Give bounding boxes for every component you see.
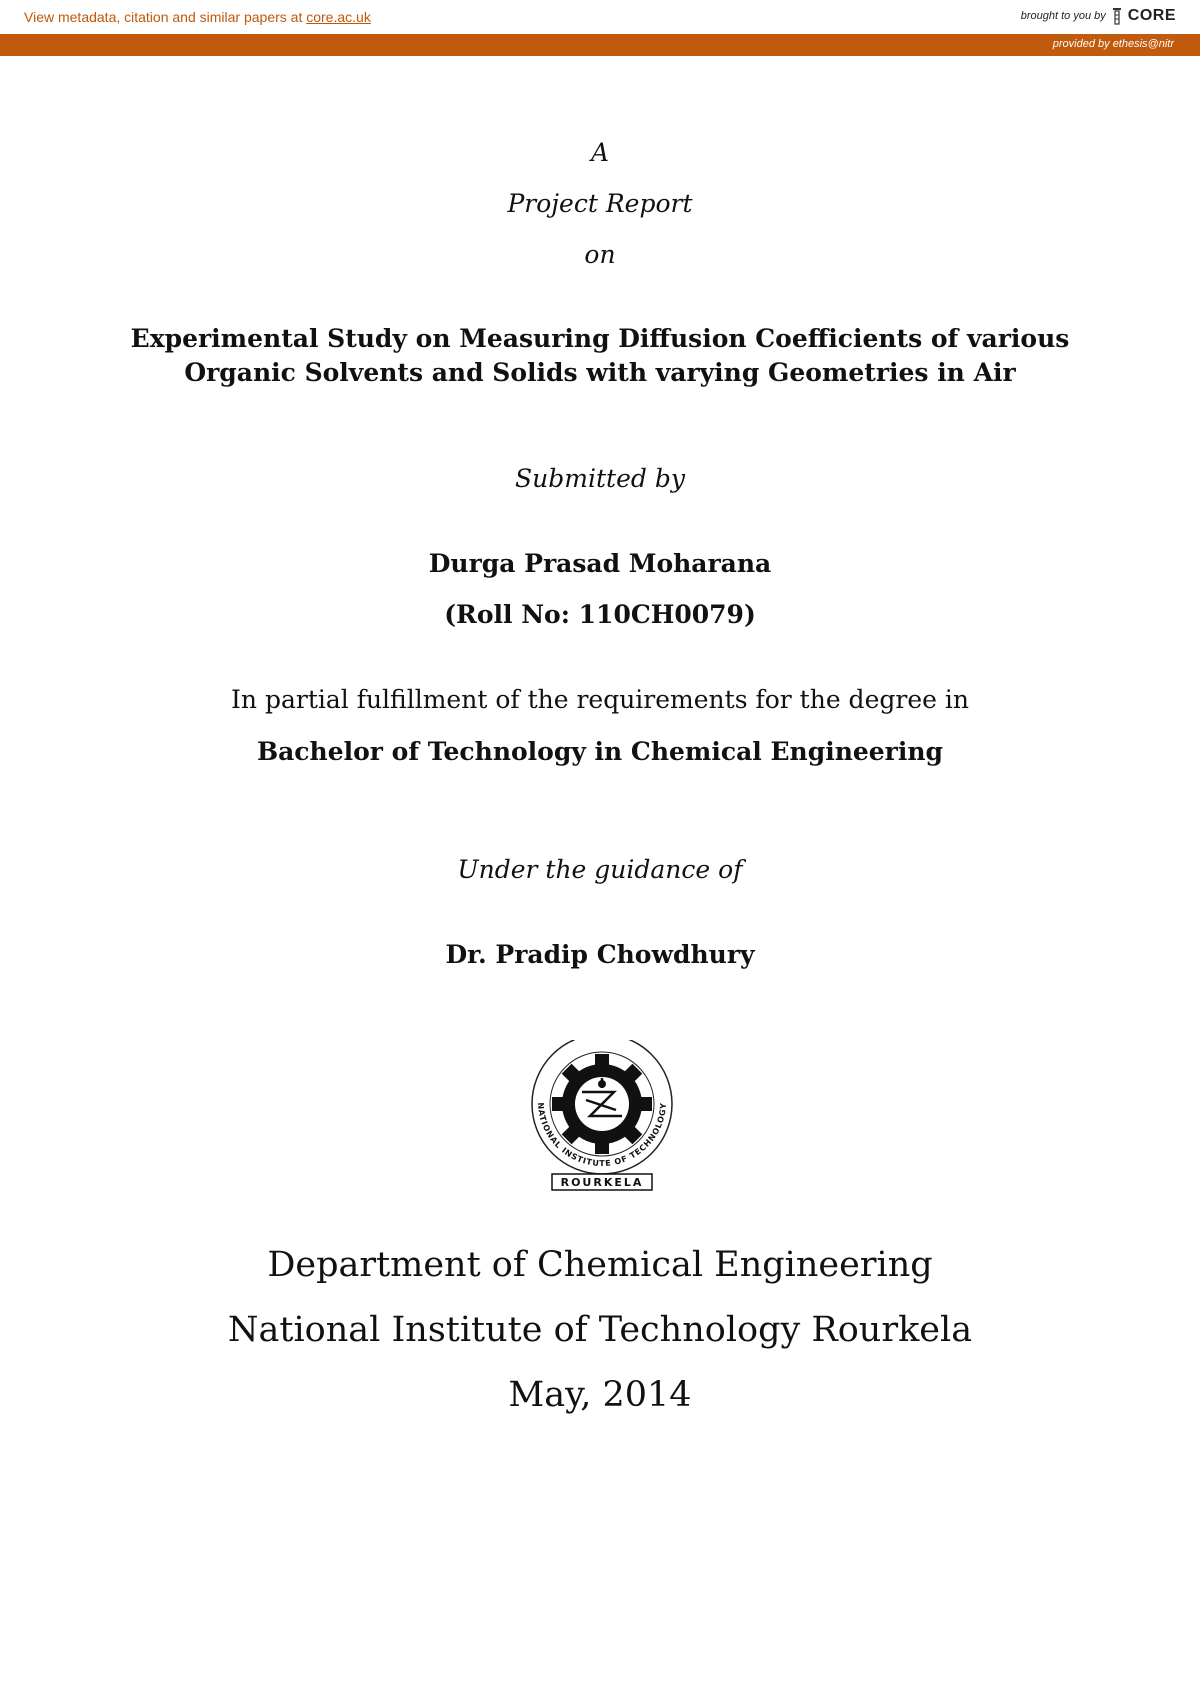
institute-emblem-icon xyxy=(524,1040,680,1192)
report-title-line-1: Experimental Study on Measuring Diffusion Coefficients of various xyxy=(130,324,1070,353)
guidance-label: Under the guidance of xyxy=(457,855,743,884)
core-bar xyxy=(0,34,1200,56)
department-name: Department of Chemical Engineering xyxy=(267,1245,933,1285)
core-link-anchor[interactable]: core.ac.uk xyxy=(306,9,371,25)
fulfillment-text: In partial fulfillment of the requirements for the degree in xyxy=(231,685,969,714)
emblem-banner-text: ROURKELA xyxy=(560,1176,644,1189)
project-report-label: Project Report xyxy=(507,189,693,218)
submitted-by-label: Submitted by xyxy=(515,464,685,493)
brought-by-label: brought to you by xyxy=(1020,10,1106,22)
report-title-line-2: Organic Solvents and Solids with varying Geometries in Air xyxy=(184,358,1016,387)
roll-number: (Roll No: 110CH0079) xyxy=(444,600,756,629)
author-name: Durga Prasad Moharana xyxy=(428,549,772,578)
institute-name: National Institute of Technology Rourkela xyxy=(227,1310,973,1350)
core-header xyxy=(0,0,1200,34)
core-logo-icon xyxy=(1110,6,1124,26)
core-metadata-link[interactable] xyxy=(24,9,371,25)
report-date: May, 2014 xyxy=(508,1375,692,1415)
core-brand[interactable] xyxy=(1021,6,1176,26)
line-a: A xyxy=(590,138,610,167)
core-name: CORE xyxy=(1127,7,1176,24)
guide-name: Dr. Pradip Chowdhury xyxy=(445,940,755,969)
provided-by-label: provided by ethesis@nitr xyxy=(1052,38,1174,50)
on-label: on xyxy=(584,240,616,269)
degree-name: Bachelor of Technology in Chemical Engineering xyxy=(256,737,944,766)
emblem-arc-text: NATIONAL INSTITUTE OF TECHNOLOGY xyxy=(535,1102,669,1169)
core-link-prefix: View metadata, citation and similar papers at xyxy=(24,9,307,25)
